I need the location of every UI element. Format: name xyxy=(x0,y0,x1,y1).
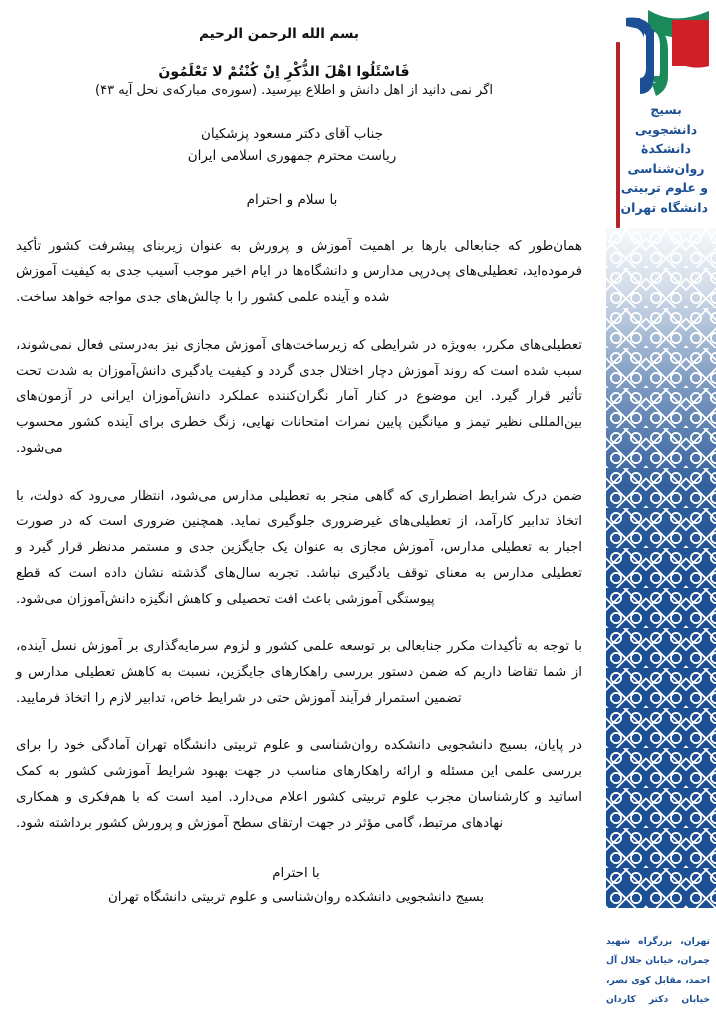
body-paragraph-5: در پایان، بسیج دانشجویی دانشکده روان‌شناسی و علوم تربیتی دانشگاه تهران آمادگی خود را برای بررسی علمی این مسئله و ارائه راهکارهای مناسب در جهت بهبود شرایط آموزشی کشور به کمک اساتید و کارشناسان مجرب علوم تربیتی کشور اعلام می‌دارد. امید است که با هم‌فکری و همکاری نهادهای مرتبط، گامی مؤثر در جهت ارتقای سطح آموزش و پرورش کشور برداشته شود. xyxy=(16,738,582,831)
logo-wordmark xyxy=(620,100,708,217)
quran-ayah: فَاسْئَلُوا اهْلَ الذُّكْرِ اِنْ كُنْتُمْ لا تَعْلَمُونَ xyxy=(158,64,410,80)
body-paragraph-3: ضمن درک شرایط اضطراری که گاهی منجر به تعطیلی مدارس می‌شود، انتظار می‌رود که دولت، با اتخاذ تدابیر کارآمد، از تعطیلی‌های غیرضروری جلوگیری نماید. همچنین ضروری است که در صورت اجبار به تعطیلی مدارس، آموزش مجازی به عنوان یک جایگزین جدی و مستمر مدنظر قرار گیرد و تعطیلی مدارس به معنای توقف یادگیری نباشد. تجربه سال‌های گذشته نشان داده است که قطع پیوستگی آموزشی باعث افت تحصیلی و کاهش انگیزه دانش‌آموزان می‌شود. xyxy=(16,488,582,607)
logo-line-1: بسیج xyxy=(650,102,682,117)
pattern-left-margin xyxy=(600,228,606,908)
body-paragraph-1: همان‌طور که جنابعالی بارها بر اهمیت آموزش و پرورش به عنوان زیربنای پیشرفت کشور تأکید فرموده‌اید، تعطیلی‌های پی‌درپی مدارس و دانشگاه‌ها در ایام اخیر موجب آسیب جدی به کیفیت آموزش شده و آینده علمی کشور را با چالش‌های جدی مواجه خواهد ساخت. xyxy=(16,238,582,306)
address-line-4: خیابان دکتر کاردان xyxy=(606,993,710,1005)
address-line-1: تهران، بزرگراه شهید xyxy=(606,936,710,947)
signature-organization: بسیج دانشجویی دانشکده روان‌شناسی و علوم تربیتی دانشگاه تهران xyxy=(107,890,485,906)
organization-logo xyxy=(600,4,712,226)
logo-line-4: روان‌شناسی xyxy=(627,160,705,176)
logo-red-rule xyxy=(616,42,620,228)
islamic-knot-pattern xyxy=(606,228,716,908)
closing-salutation: با احترام xyxy=(272,866,320,882)
basij-flag-emblem-icon xyxy=(610,4,712,100)
addressee-block xyxy=(16,124,582,168)
body-paragraph-2: تعطیلی‌های مکرر، به‌ویژه در شرایطی که زیرساخت‌های آموزش مجازی نیز به‌درستی فعال نمی‌شوند، سبب شده است که روند آموزش دچار اختلال جدی گردد و کیفیت یادگیری دانش‌آموزان به شدت تحت تأثیر قرار گیرد. این موضوع در کنار آمار نگران‌کننده عملکرد دانش‌آموزان ایرانی در آزمون‌های بین‌المللی نظیر تیمز و میانگین پایین نمرات امتحانات نهایی، زنگ خطری برای آینده کشور محسوب می‌شود. xyxy=(16,337,582,456)
body-paragraph-4: با توجه به تأکیدات مکرر جنابعالی بر توسعه علمی کشور و لزوم سرمایه‌گذاری بر آموزش نسل آینده، از شما تقاضا داریم که ضمن دستور بررسی راهکارهای جایگزین، نسبت به کاهش تعطیلی مدارس و تضمین استمرار فرآیند آموزش حتی در شرایط خاص، تدابیر لازم را اتخاذ فرمایید. xyxy=(16,639,582,706)
closing-block xyxy=(16,862,582,910)
basmala-text: بسم الله الرحمن الرحیم xyxy=(199,26,359,42)
ayah-translation: اگر نمی دانید از اهل دانش و اطلاع بپرسید. (سوره‌ی مبارکه‌ی نحل آیه ۴۳) xyxy=(95,83,493,98)
logo-line-2: دانشجویی xyxy=(634,121,698,137)
addressee-title: ریاست محترم جمهوری اسلامی ایران xyxy=(187,147,397,164)
logo-line-5: و علوم تربیتی xyxy=(620,180,708,195)
addressee-name: جناب آقای دکتر مسعود پزشکیان xyxy=(200,126,384,142)
logo-line-3: دانشکدهٔ xyxy=(641,141,691,156)
logo-line-6: دانشگاه تهران xyxy=(620,199,708,215)
address-line-3: احمد، مقابل کوی نصر، xyxy=(606,974,710,986)
address-line-2: چمران، خیابان جلال آل xyxy=(606,955,710,967)
footer-address xyxy=(606,932,710,1009)
greeting-line: با سلام و احترام xyxy=(246,191,338,208)
